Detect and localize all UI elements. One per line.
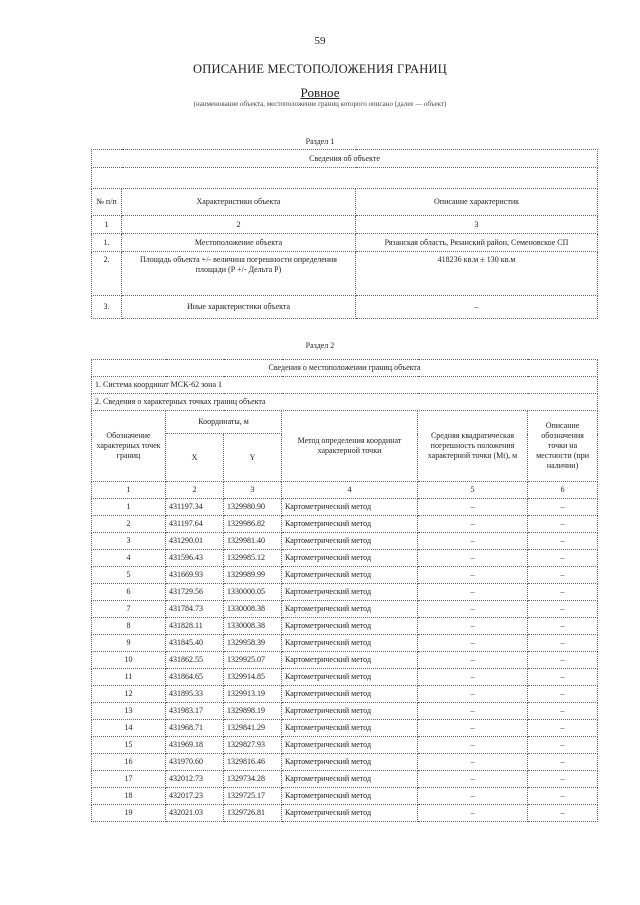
y-coord: 1329986.82 (224, 516, 282, 533)
description: – (356, 296, 598, 319)
y-coord: 1329981.40 (224, 533, 282, 550)
x-coord: 431969.18 (166, 737, 224, 754)
point-label: 4 (92, 550, 166, 567)
point-label: 6 (92, 584, 166, 601)
num-cell: 1 (92, 482, 166, 499)
point-label: 15 (92, 737, 166, 754)
method: Картометрический метод (282, 754, 418, 771)
points-subtitle: 2. Сведения о характерных точках границ объекта (92, 394, 598, 411)
x-coord: 431862.55 (166, 652, 224, 669)
mean-error: – (418, 720, 528, 737)
mean-error: – (418, 737, 528, 754)
y-coord: 1329898.19 (224, 703, 282, 720)
table-row (92, 703, 598, 720)
description: Рязанская область, Рязанский район, Семеновское СП (356, 234, 598, 252)
point-description: – (528, 499, 598, 516)
mean-error: – (418, 754, 528, 771)
point-label: 12 (92, 686, 166, 703)
mean-error: – (418, 635, 528, 652)
table-row (92, 788, 598, 805)
table-row (92, 754, 598, 771)
num-cell: 3 (356, 216, 598, 234)
point-description: – (528, 686, 598, 703)
point-label: 3 (92, 533, 166, 550)
section2-heading: Раздел 2 (305, 341, 335, 350)
num-cell: 3 (224, 482, 282, 499)
method: Картометрический метод (282, 635, 418, 652)
x-coord: 431197.64 (166, 516, 224, 533)
num-cell: 4 (282, 482, 418, 499)
mean-error: – (418, 686, 528, 703)
x-coord: 431864.65 (166, 669, 224, 686)
point-description: – (528, 737, 598, 754)
method: Картометрический метод (282, 567, 418, 584)
col-desc-header: Описание характеристик (356, 189, 598, 216)
description: 418236 кв.м ± 130 кв.м (356, 252, 598, 296)
point-description: – (528, 788, 598, 805)
characteristic: Площадь объекта +/- величина погрешности определения площади (Р +/- Дельта Р) (122, 252, 356, 296)
method: Картометрический метод (282, 703, 418, 720)
point-label: 19 (92, 805, 166, 822)
point-label: 2 (92, 516, 166, 533)
x-coord: 432021.03 (166, 805, 224, 822)
point-label: 14 (92, 720, 166, 737)
method: Картометрический метод (282, 720, 418, 737)
section1-caption: Сведения об объекте (92, 150, 598, 168)
num-cell: 6 (528, 482, 598, 499)
row-number: 3. (92, 296, 122, 319)
table-row (92, 652, 598, 669)
page-number: 59 (314, 35, 326, 47)
x-coord: 432012.73 (166, 771, 224, 788)
point-description: – (528, 584, 598, 601)
table-row (92, 533, 598, 550)
method: Картометрический метод (282, 516, 418, 533)
y-coord: 1329913.19 (224, 686, 282, 703)
num-cell: 1 (92, 216, 122, 234)
point-description: – (528, 652, 598, 669)
table-row (92, 499, 598, 516)
mean-error: – (418, 652, 528, 669)
point-label: 8 (92, 618, 166, 635)
error-header: Средняя квадратическая погрешность положения характерной точки (Мt), м (418, 411, 528, 482)
col-num-header: № п/п (92, 189, 122, 216)
document-title: ОПИСАНИЕ МЕСТОПОЛОЖЕНИЯ ГРАНИЦ (193, 62, 447, 76)
method: Картометрический метод (282, 584, 418, 601)
mean-error: – (418, 788, 528, 805)
x-coord: 431828.11 (166, 618, 224, 635)
point-description: – (528, 703, 598, 720)
y-coord: 1329734.28 (224, 771, 282, 788)
x-coord: 432017.23 (166, 788, 224, 805)
section2-caption: Сведения о местоположении границ объекта (92, 360, 598, 377)
method: Картометрический метод (282, 652, 418, 669)
table-row (92, 720, 598, 737)
point-label: 7 (92, 601, 166, 618)
x-coord: 431845.40 (166, 635, 224, 652)
characteristic: Иные характеристики объекта (122, 296, 356, 319)
method: Картометрический метод (282, 499, 418, 516)
y-coord: 1329827.93 (224, 737, 282, 754)
x-coord: 431983.17 (166, 703, 224, 720)
x-coord: 431669.93 (166, 567, 224, 584)
point-label: 1 (92, 499, 166, 516)
mean-error: – (418, 533, 528, 550)
mean-error: – (418, 669, 528, 686)
table-row (92, 601, 598, 618)
y-coord: 1329925.07 (224, 652, 282, 669)
method: Картометрический метод (282, 669, 418, 686)
y-coord: 1329816.46 (224, 754, 282, 771)
point-header: Обозначение характерных точек границ (92, 411, 166, 482)
x-coord: 431970.60 (166, 754, 224, 771)
x-coord: 431290.01 (166, 533, 224, 550)
x-coord: 431729.56 (166, 584, 224, 601)
y-coord: 1329914.85 (224, 669, 282, 686)
x-coord: 431197.34 (166, 499, 224, 516)
point-description: – (528, 618, 598, 635)
num-cell: 2 (122, 216, 356, 234)
table-row (92, 771, 598, 788)
point-label: 11 (92, 669, 166, 686)
row-number: 2. (92, 252, 122, 296)
table-row (92, 618, 598, 635)
place-note: (наименование объекта, местоположение границ которого описано (далее — объект) (193, 100, 447, 108)
mean-error: – (418, 771, 528, 788)
x-coord: 431596.43 (166, 550, 224, 567)
point-label: 5 (92, 567, 166, 584)
mean-error: – (418, 516, 528, 533)
method: Картометрический метод (282, 550, 418, 567)
x-header: X (166, 434, 224, 482)
y-coord: 1329958.39 (224, 635, 282, 652)
x-coord: 431784.73 (166, 601, 224, 618)
point-label: 17 (92, 771, 166, 788)
y-header: Y (224, 434, 282, 482)
mean-error: – (418, 567, 528, 584)
section1-heading: Раздел 1 (305, 137, 335, 146)
coordinate-system: 1. Система координат МСК-62 зона 1 (92, 377, 598, 394)
table-row (92, 686, 598, 703)
point-description: – (528, 567, 598, 584)
method: Картометрический метод (282, 788, 418, 805)
point-description-header: Описание обозначения точки на местности (при наличии) (528, 411, 598, 482)
points-body (92, 499, 598, 822)
point-description: – (528, 720, 598, 737)
y-coord: 1330008.38 (224, 618, 282, 635)
point-description: – (528, 635, 598, 652)
point-description: – (528, 754, 598, 771)
point-description: – (528, 533, 598, 550)
y-coord: 1329989.99 (224, 567, 282, 584)
coords-header: Координаты, м (166, 411, 282, 434)
place-name: Ровное (300, 85, 340, 100)
method: Картометрический метод (282, 686, 418, 703)
mean-error: – (418, 805, 528, 822)
point-description: – (528, 601, 598, 618)
point-description: – (528, 669, 598, 686)
mean-error: – (418, 601, 528, 618)
table-row (92, 737, 598, 754)
method: Картометрический метод (282, 737, 418, 754)
num-cell: 5 (418, 482, 528, 499)
num-cell: 2 (166, 482, 224, 499)
y-coord: 1330008.38 (224, 601, 282, 618)
characteristic: Местоположение объекта (122, 234, 356, 252)
table-row (92, 805, 598, 822)
row-number: 1. (92, 234, 122, 252)
table-row (92, 550, 598, 567)
mean-error: – (418, 584, 528, 601)
y-coord: 1329985.12 (224, 550, 282, 567)
table-row (92, 516, 598, 533)
point-label: 10 (92, 652, 166, 669)
mean-error: – (418, 618, 528, 635)
point-description: – (528, 771, 598, 788)
point-label: 18 (92, 788, 166, 805)
point-description: – (528, 550, 598, 567)
method: Картометрический метод (282, 533, 418, 550)
method-header: Метод определения координат характерной точки (282, 411, 418, 482)
point-description: – (528, 805, 598, 822)
table-row (92, 669, 598, 686)
point-label: 9 (92, 635, 166, 652)
y-coord: 1329726.81 (224, 805, 282, 822)
point-label: 13 (92, 703, 166, 720)
col-char-header: Характеристики объекта (122, 189, 356, 216)
blank-row (92, 168, 598, 189)
y-coord: 1329841.29 (224, 720, 282, 737)
point-label: 16 (92, 754, 166, 771)
object-info-table (91, 149, 598, 319)
method: Картометрический метод (282, 771, 418, 788)
method: Картометрический метод (282, 618, 418, 635)
mean-error: – (418, 550, 528, 567)
mean-error: – (418, 703, 528, 720)
x-coord: 431968.71 (166, 720, 224, 737)
method: Картометрический метод (282, 805, 418, 822)
y-coord: 1329980.90 (224, 499, 282, 516)
method: Картометрический метод (282, 601, 418, 618)
mean-error: – (418, 499, 528, 516)
table-row (92, 567, 598, 584)
boundary-points-table (91, 359, 598, 822)
table-row (92, 635, 598, 652)
y-coord: 1330000.05 (224, 584, 282, 601)
x-coord: 431895.33 (166, 686, 224, 703)
y-coord: 1329725.17 (224, 788, 282, 805)
table-row (92, 584, 598, 601)
point-description: – (528, 516, 598, 533)
